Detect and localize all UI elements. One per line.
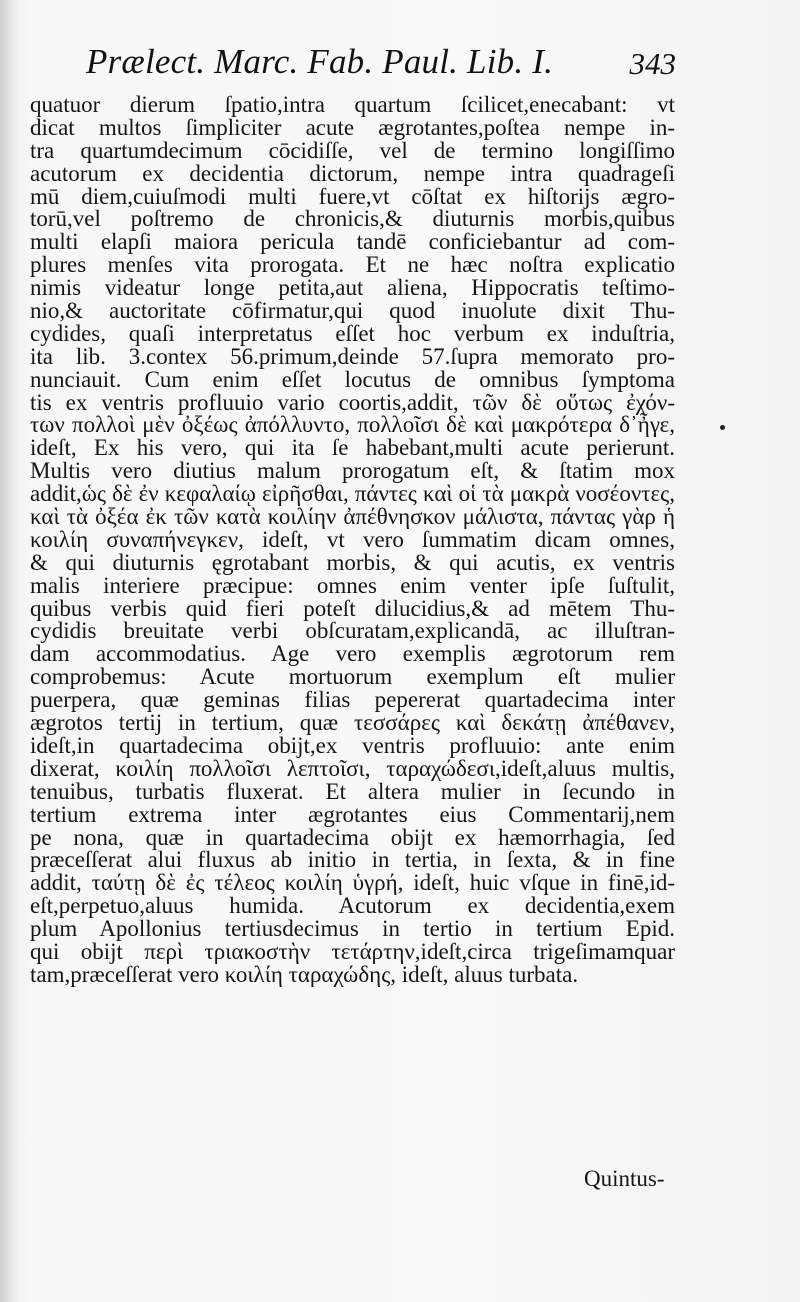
text-line: nunciauit. Cum enim eſſet locutus de omnibus ſymptoma — [30, 366, 675, 392]
text-line: ita lib. 3.contex 56.primum,deinde 57.ſupra memorato pro- — [30, 343, 675, 369]
text-line: malis interiere præcipue: omnes enim venter ipſe ſuſtulit, — [30, 572, 675, 598]
text-line: ideſt, Ex his vero, qui ita ſe habebant,multi acute perierunt. — [30, 435, 675, 461]
text-line: plum Apollonius tertiusdecimus in tertio in tertium Epid. — [30, 916, 675, 942]
text-line: dam accommodatius. Age vero exemplis ægrotorum rem — [30, 641, 675, 667]
text-line: plures menſes vita prorogata. Et ne hæc noſtra explicatio — [30, 252, 675, 278]
text-line: dicat multos ſimpliciter acute ægrotantes,poſtea nempe in- — [30, 114, 675, 140]
text-line: tam,præceſſerat vero κοιλίη ταραχώδης, ideſt, aluus turbata. — [30, 961, 579, 987]
text-line: quibus verbis quid fieri poteſt dilucidius,& ad mētem Thu- — [30, 595, 675, 621]
text-line: tenuibus, turbatis fluxerat. Et altera mulier in ſecundo in — [30, 778, 675, 804]
text-line: mū diem,cuiuſmodi multi fuere,vt cōſtat ex hiſtorijs ægro- — [30, 183, 675, 209]
text-line: ægrotos tertij in tertium, quæ τεσσάρες καὶ δεκάτῃ ἀπέθανεν, — [30, 710, 675, 736]
text-line: quatuor dierum ſpatio,intra quartum ſcilicet,enecabant: vt — [30, 92, 675, 117]
text-line: & qui diuturnis ęgrotabant morbis, & qui acutis, ex ventris — [30, 549, 675, 575]
text-line: των πολλοὶ μὲν ὀξέως ἀπόλλυντο, πολλοῖσι δὲ καὶ μακρότερα δ᾽ἦγε, — [30, 412, 675, 438]
text-line: tra quartumdecimum cōcidiſſe, vel de termino longiſſimo — [30, 137, 675, 163]
running-head — [86, 38, 676, 88]
gutter-shadow — [0, 0, 18, 1302]
text-line: comprobemus: Acute mortuorum exemplum eſt mulier — [30, 664, 675, 690]
ink-spot — [720, 425, 725, 430]
text-line: præceſſerat alui fluxus ab initio in tertia, in ſexta, & in fine — [30, 847, 675, 873]
text-line: καὶ τὰ ὀξέα ἐκ τῶν κατὰ κοιλίην ἀπέθνησκον μάλιστα, πάντας γὰρ ἡ — [30, 504, 675, 530]
page-number: 343 — [629, 46, 676, 81]
text-line: acutorum ex decidentia dictorum, nempe intra quadrageſi — [30, 160, 675, 186]
text-line: pe nona, quæ in quartadecima obijt ex hæmorrhagia, ſed — [30, 824, 675, 850]
text-line: ideſt,in quartadecima obijt,ex ventris profluuio: ante enim — [30, 732, 675, 758]
text-line: torū,vel poſtremo de chronicis,& diuturnis morbis,quibus — [30, 206, 675, 232]
text-line: cydides, quaſi interpretatus eſſet hoc verbum ex induſtria, — [30, 320, 675, 346]
text-line: eſt,perpetuo,aluus humida. Acutorum ex decidentia,exem — [30, 893, 675, 919]
text-line: κοιλίη συναπήνεγκεν, ideſt, vt vero ſummatim dicam omnes, — [30, 526, 675, 552]
catchword: Quintus- — [584, 1166, 665, 1191]
text-line: tertium extrema inter ægrotantes eius Commentarij,nem — [30, 801, 675, 827]
text-line: nio,& auctoritate cōfirmatur,qui quod inuolute dixit Thu- — [30, 298, 675, 324]
running-title: Prælect. Marc. Fab. Paul. Lib. I. — [86, 42, 554, 81]
text-line: puerpera, quæ geminas filias pepererat quartadecima inter — [30, 687, 675, 713]
text-line: Multis vero diutius malum prorogatum eſt, & ſtatim mox — [30, 458, 675, 484]
body-text — [30, 94, 675, 987]
text-line: cydidis breuitate verbi obſcuratam,explicandā, ac illuſtran- — [30, 618, 675, 644]
text-line: addit, ταύτῃ δὲ ἐς τέλεος κοιλίη ὑγρή, ideſt, huic vſque in finē,id- — [30, 870, 675, 896]
text-line: tis ex ventris profluuio vario coortis,addit, τῶν δὲ οὕτως ἐχόν- — [30, 389, 675, 415]
text-line: dixerat, κοιλίη πολλοῖσι λεπτοῖσι, ταραχώδεσι,ideſt,aluus multis, — [30, 755, 675, 781]
text-line: qui obijt περὶ τριακοστὴν τετάρτην,ideſt,circa trigeſimamquar — [30, 938, 675, 964]
text-line: multi elapſi maiora pericula tandē conficiebantur ad com- — [30, 229, 675, 255]
text-line: addit,ὡς δὲ ἐν κεφαλαίῳ εἰρῆσθαι, πάντες καὶ οἱ τὰ μακρὰ νοσέοντες, — [30, 481, 675, 507]
text-line: nimis videatur longe petita,aut aliena, Hippocratis teſtimo- — [30, 275, 675, 301]
